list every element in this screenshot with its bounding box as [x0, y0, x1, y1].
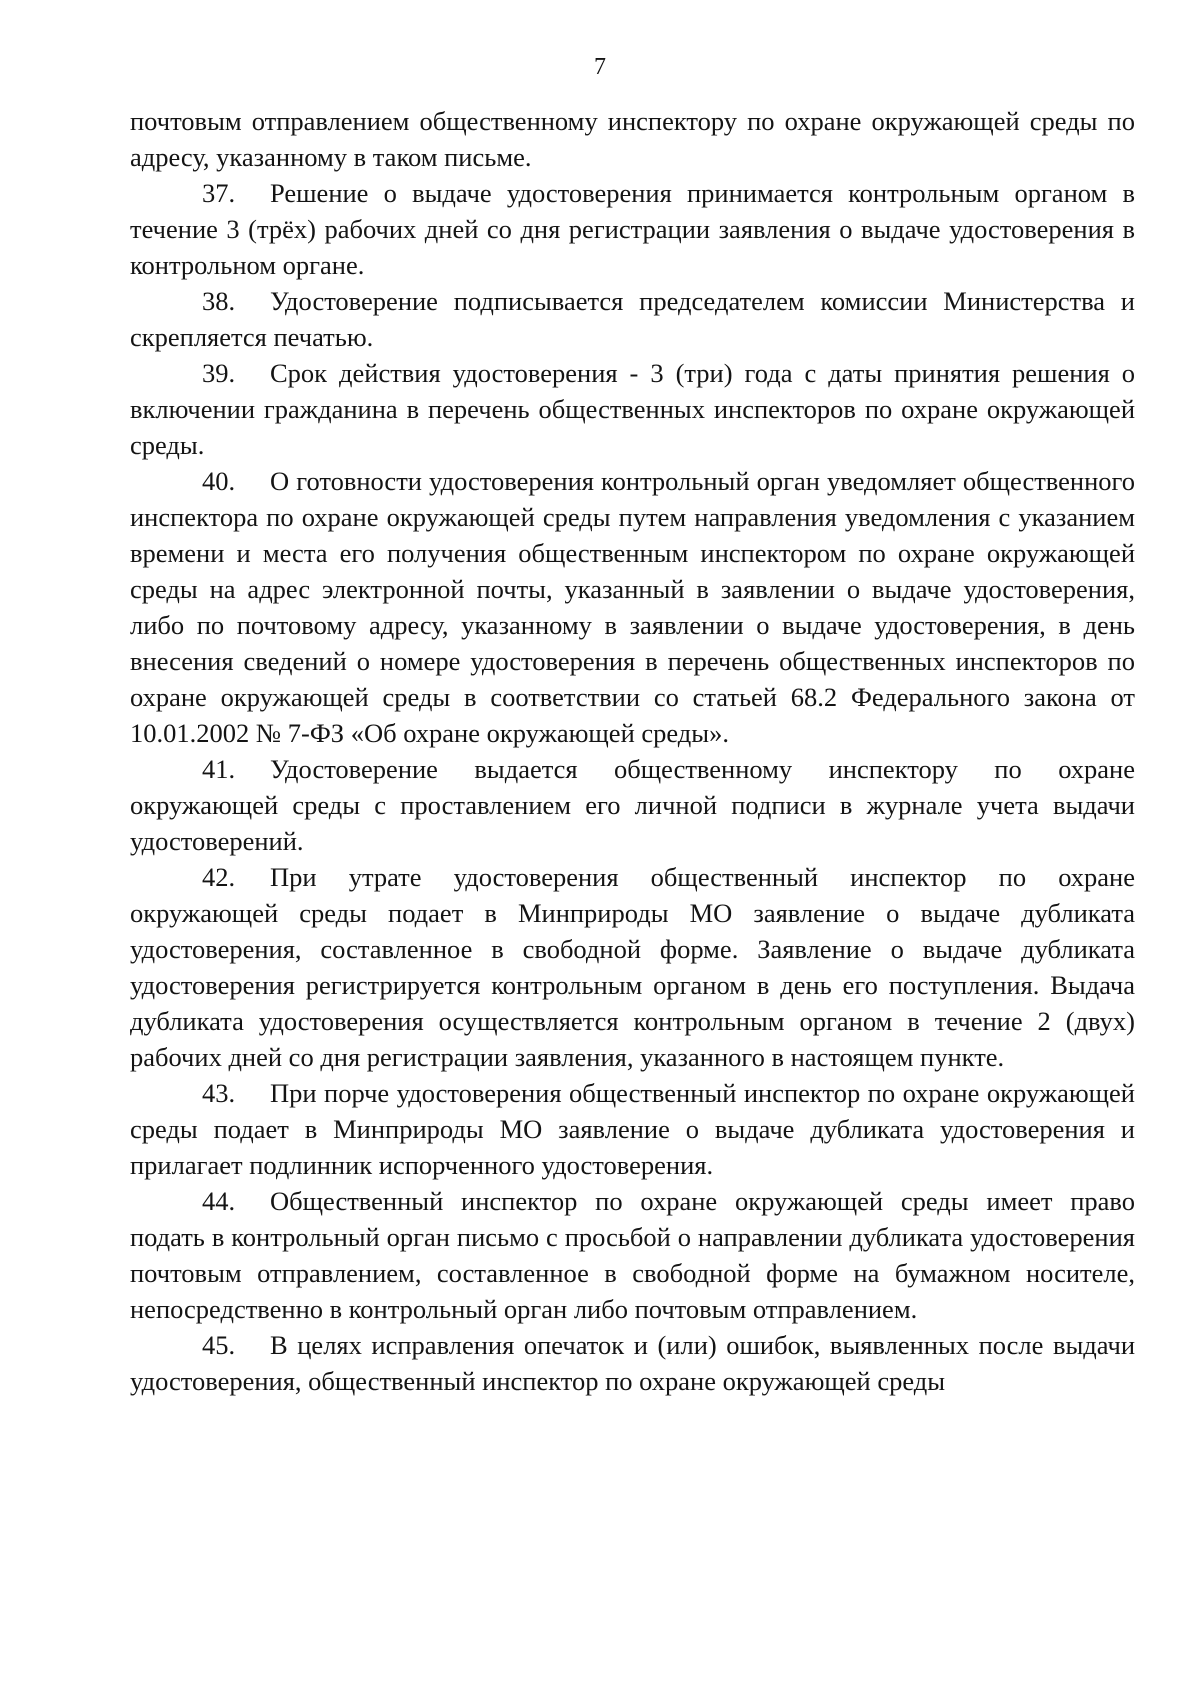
paragraph-39: [130, 355, 1135, 463]
paragraph-text: Срок действия удостоверения - 3 (три) года с даты принятия решения о включении гражданина в перечень общественных инспекторов по охране окружающей среды.: [130, 358, 1135, 460]
paragraph-38: [130, 283, 1135, 355]
paragraph-37: [130, 175, 1135, 283]
paragraph-text: При утрате удостоверения общественный инспектор по охране окружающей среды подает в Минприроды МО заявление о выдаче дубликата удостоверения, составленное в свободной форме. Заявление о выдаче дубликата удостоверения регистрируется контрольным органом в день его поступления. Выдача дубликата удостоверения осуществляется контрольным органом в течение 2 (двух) рабочих дней со дня регистрации заявления, указанного в настоящем пункте.: [130, 862, 1135, 1072]
paragraph-45: [130, 1327, 1135, 1399]
paragraph-number: 38.: [202, 286, 236, 316]
paragraph-number: 40.: [202, 466, 236, 496]
paragraph-text: О готовности удостоверения контрольный орган уведомляет общественного инспектора по охране окружающей среды путем направления уведомления с указанием времени и места его получения общественным инспектором по охране окружающей среды на адрес электронной почты, указанный в заявлении о выдаче удостоверения, либо по почтовому адресу, указанному в заявлении о выдаче удостоверения, в день внесения сведений о номере удостоверения в перечень общественных инспекторов по охране окружающей среды в соответствии со статьей 68.2 Федерального закона от 10.01.2002 № 7-ФЗ «Об охране окружающей среды».: [130, 466, 1135, 748]
paragraph-number: 44.: [202, 1186, 236, 1216]
paragraph-40: [130, 463, 1135, 751]
paragraph-continuation: почтовым отправлением общественному инспектору по охране окружающей среды по адресу, указанному в таком письме.: [130, 106, 1135, 172]
paragraph-number: 42.: [202, 862, 236, 892]
paragraph-43: [130, 1075, 1135, 1183]
paragraph-42: [130, 859, 1135, 1075]
paragraph-text: Решение о выдаче удостоверения принимается контрольным органом в течение 3 (трёх) рабочих дней со дня регистрации заявления о выдаче удостоверения в контрольном органе.: [130, 178, 1135, 280]
paragraph-number: 41.: [202, 754, 236, 784]
paragraph-41: [130, 751, 1135, 859]
paragraph-text: Удостоверение подписывается председателем комиссии Министерства и скрепляется печатью.: [130, 286, 1135, 352]
paragraph-number: 43.: [202, 1078, 236, 1108]
paragraph-text: Общественный инспектор по охране окружающей среды имеет право подать в контрольный орган письмо с просьбой о направлении дубликата удостоверения почтовым отправлением, составленное в свободной форме на бумажном носителе, непосредственно в контрольный орган либо почтовым отправлением.: [130, 1186, 1135, 1324]
paragraph-text: В целях исправления опечаток и (или) ошибок, выявленных после выдачи удостоверения, общественный инспектор по охране окружающей среды: [130, 1330, 1135, 1396]
paragraph-44: [130, 1183, 1135, 1327]
paragraph-number: 37.: [202, 178, 236, 208]
paragraph-text: При порче удостоверения общественный инспектор по охране окружающей среды подает в Минприроды МО заявление о выдаче дубликата удостоверения и прилагает подлинник испорченного удостоверения.: [130, 1078, 1135, 1180]
document-body: [130, 103, 1135, 1399]
paragraph-text: Удостоверение выдается общественному инспектору по охране окружающей среды с проставлением его личной подписи в журнале учета выдачи удостоверений.: [130, 754, 1135, 856]
paragraph-number: 39.: [202, 358, 236, 388]
paragraph-number: 45.: [202, 1330, 236, 1360]
page-number: 7: [594, 54, 606, 80]
